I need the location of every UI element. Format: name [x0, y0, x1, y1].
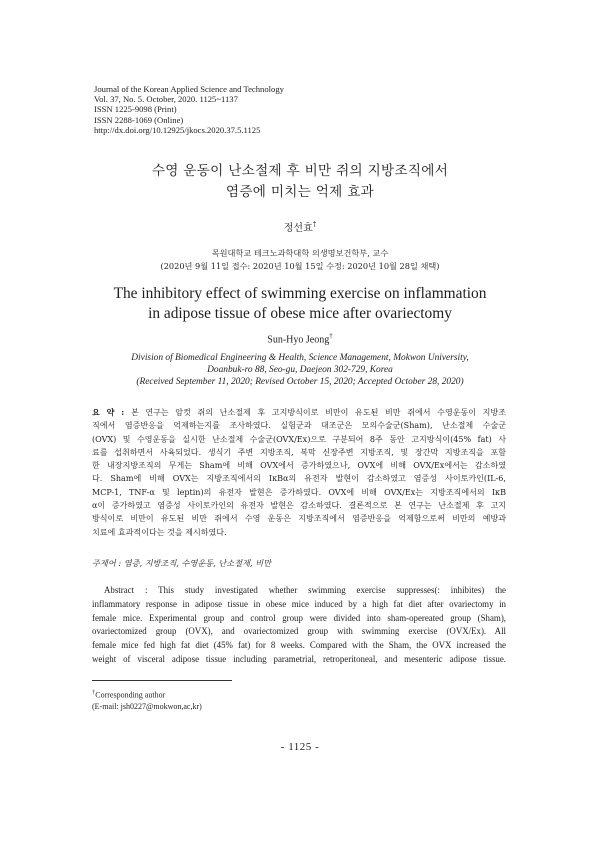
korean-keywords: 주제어 : 염증, 지방조직, 수영운동, 난소절제, 비만: [92, 558, 272, 568]
korean-abstract-line: 요 약 : 본 연구는 암컷 쥐의 난소절제 후 고지방식이로 비만이 유도된 비만 쥐에서 수영운동이 지방조: [92, 407, 506, 417]
korean-abstract-line: 한 내장지방조직의 무게는 Sham에 비해 OVX에서 증가하였으나, OVX에 비해 OVX/Ex에서는 감소하였: [92, 461, 506, 471]
english-affiliation-block: [40, 352, 560, 388]
journal-volume: Vol. 37, No. 5. October, 2020. 1125~1137: [94, 94, 238, 105]
english-abstract-line: ovariectomized group (OVX), and ovariectomized group with swimming exercise (OVX/Ex). All: [92, 626, 506, 637]
korean-abstract-label: 요 약 :: [92, 407, 125, 417]
korean-title-line-2: 염증에 미치는 억제 효과: [225, 184, 375, 200]
korean-abstract-line: 다. Sham에 비해 OVX는 지방조직에서의 IκBα의 유전자 발현이 감소하였고 염증성 사이토카인(IL-6,: [92, 474, 506, 484]
korean-abstract-line: MCP-1, TNF-α 및 leptin)의 유전자 발현은 증가하였다. OVX에 비해 OVX/Ex는 지방조직에서의 IκB: [92, 487, 506, 497]
korean-abstract-line: 치료에 효과적이다는 것을 제시하였다.: [92, 527, 227, 537]
korean-author-name: 정선효: [283, 223, 313, 234]
footnote-corresponding: Corresponding author: [95, 690, 166, 700]
korean-abstract-line: (OVX) 및 수영운동을 실시한 난소절제 수술군(OVX/Ex)으로 구분되어 8주 동안 고지방식이(45% fat) 사: [92, 434, 506, 444]
english-title-line-2: in adipose tissue of obese mice after ovariectomy: [148, 304, 452, 322]
english-affiliation-line-2: Doanbuk-ro 88, Seo-gu, Daejeon 302-729, Korea: [207, 365, 393, 375]
korean-affiliation-block: [40, 247, 560, 272]
footnote-divider: [92, 680, 232, 681]
footnote-email: (E-mail: jsh0227@mokwon,ac,kr): [92, 702, 202, 712]
english-abstract-line: female mice. Experimental group and control group were divided into sham-opereated group (Sham),: [92, 612, 506, 623]
korean-title: [60, 161, 540, 203]
journal-name: Journal of the Korean Applied Science and Technology: [94, 84, 284, 94]
issn-print: ISSN 1225-9098 (Print): [94, 104, 177, 115]
korean-author: [0, 219, 600, 234]
english-abstract-line: female mice fed high fat diet (45% fat) for 8 weeks. Compared with the Sham, the OVX increased the: [92, 640, 506, 651]
english-author: [0, 332, 600, 345]
korean-affiliation: 목원대학교 테크노과학대학 의생명보건학부, 교수: [211, 248, 389, 258]
korean-abstract-line: 료를 섭취하면서 사육되었다. 생식기 주변 지방조직, 복막 신장주변 지방조직, 및 장간막 지방조직을 포함: [92, 447, 506, 457]
english-author-name: Sun-Hyo Jeong: [267, 334, 330, 346]
korean-dates: (2020년 9월 11일 접수: 2020년 10월 15일 수정: 2020년 10월 28일 채택): [160, 260, 440, 271]
footnote-mark: †: [92, 689, 96, 696]
footnote-line-1: [92, 687, 202, 701]
english-title: [60, 284, 540, 323]
english-affiliation-line-1: Division of Biomedical Engineering & Health, Science Management, Mokwon University,: [131, 353, 469, 363]
english-corresponding-mark: †: [329, 332, 333, 340]
korean-title-line-1: 수영 운동이 난소절제 후 비만 쥐의 지방조직에서: [151, 163, 449, 179]
korean-abstract-line: 직에서 염증반응을 억제하는지를 조사하였다. 실험군과 대조군은 모의수술군(Sham), 난소절제 수술군: [92, 421, 506, 431]
footnote: [92, 687, 202, 713]
english-abstract: [92, 584, 506, 667]
english-abstract-line: inflammatory response in adipose tissue in obese mice induced by a high fat diet after ovariectomy in: [92, 598, 506, 609]
english-dates: (Received September 11, 2020; Revised October 15, 2020; Accepted October 28, 2020): [136, 377, 464, 387]
doi-link[interactable]: http://dx.doi.org/10.12925/jkocs.2020.37.5.1125: [94, 124, 261, 135]
journal-header: [94, 84, 284, 135]
korean-abstract: [92, 406, 506, 539]
corresponding-mark: †: [312, 220, 317, 229]
english-title-line-1: The inhibitory effect of swimming exercise on inflammation: [113, 285, 487, 302]
korean-abstract-line: 방식이로 비만이 유도된 비만 쥐에서 수영 운동은 지방조직에서 염증반응을 억제함으로써 비만의 예방과: [92, 514, 506, 524]
issn-online: ISSN 2288-1069 (Online): [94, 114, 184, 125]
korean-abstract-line: α이 증가하였고 염증성 사이토카인의 유전자 발현은 감소하였다. 결론적으로 본 연구는 난소절제 후 고지: [92, 501, 506, 511]
english-abstract-line: Abstract : This study investigated whether swimming exercise suppresses(: inhibites) the: [104, 585, 506, 595]
english-abstract-label: Abstract :: [104, 585, 148, 595]
page-number: - 1125 -: [280, 741, 320, 753]
english-abstract-line: weight of visceral adipose tissue including parametrial, retroperitoneal, and mesenteric adipose tissue.: [92, 653, 506, 664]
